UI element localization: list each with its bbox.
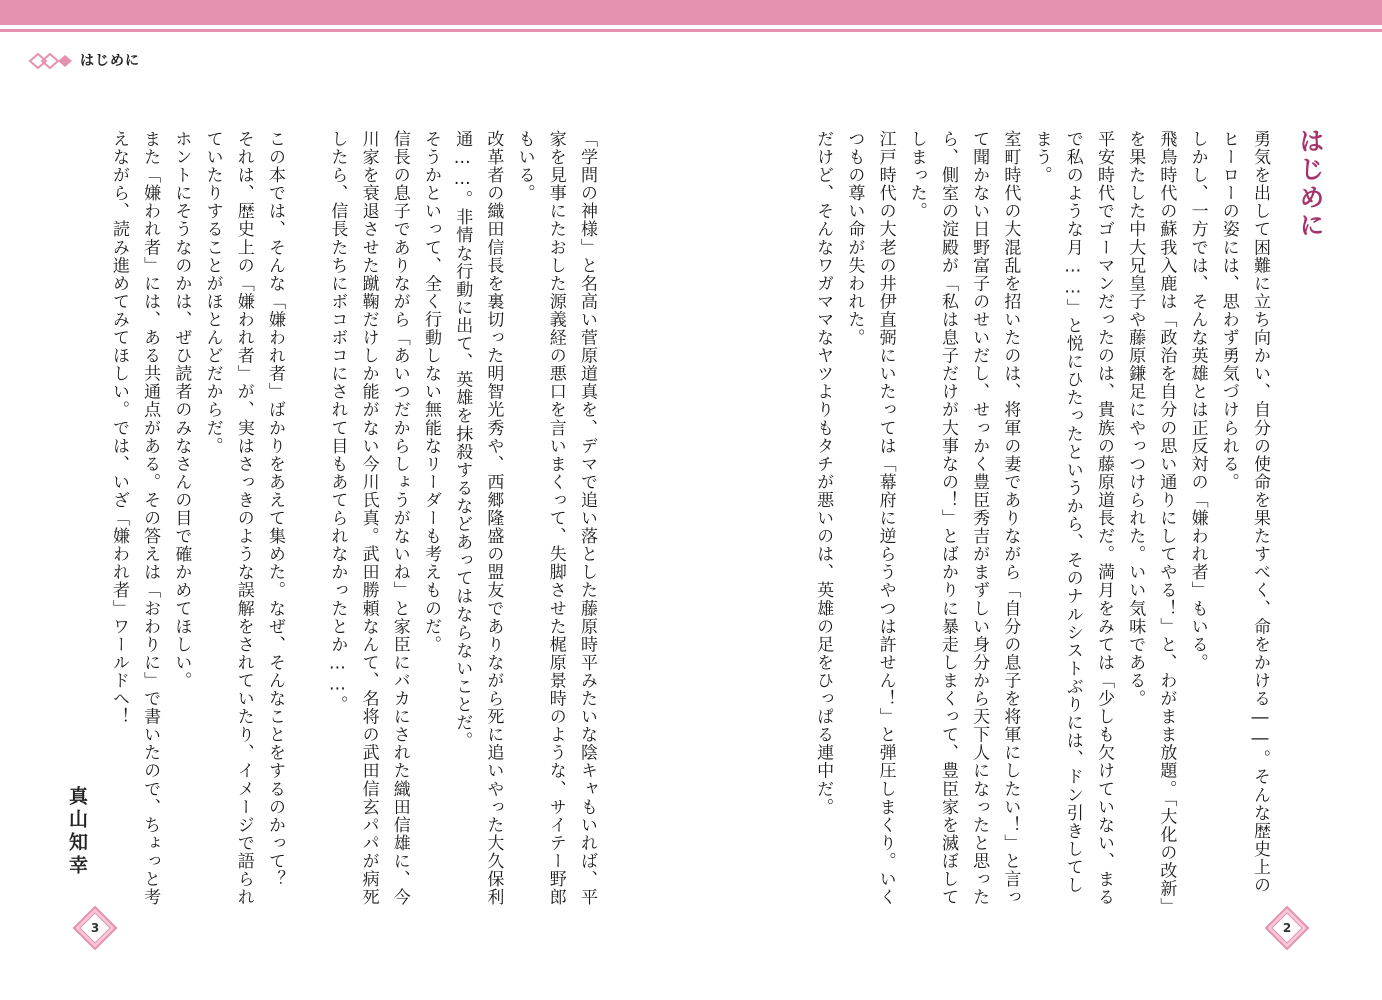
paragraph: しかし、一方では、そんな英雄とは正反対の「嫌われ者」もいる。 [1187,130,1208,672]
author-signature: 真山知幸 [66,786,88,878]
left-page-text [92,130,602,910]
top-color-band [0,0,1382,25]
paragraph: 信長の息子でありながら「あいつだからしょうがないね」と家臣にバカにされた織田信雄に、今川家を衰退させた蹴鞠だけしか能がない今川氏真。武田勝頼なんて、名将の武田信玄パパが病死したら、信長たちにボコボコにされて目もあてられなかったとか……。 [327,130,410,907]
paragraph: この本では、そんな「嫌われ者」ばかりをあえて集めた。なぜ、そんなことをするのかって？ それは、歴史上の「嫌われ者」が、実はさっきのような誤解をされていたり、イメージで語られていたりすることがほとんどだからだ。 [202,130,285,907]
page-number-right [1264,905,1310,951]
paragraph-spacer [290,130,321,910]
paragraph: 江戸時代の大老の井伊直弼にいたっては「幕府に逆らうやつは許せん！」と弾圧しまくり。いくつもの尊い命が失われた。 [844,130,896,907]
paragraph: 勇気を出して困難に立ち向かい、自分の使命を果たすべく、命をかける――。そんな歴史上のヒーローの姿には、思わず勇気づけられる。 [1218,130,1270,895]
page-number-left [72,905,118,951]
paragraph: そうかといって、全く行動しない無能なリーダーも考えものだ。 [420,130,441,654]
section-header-label: はじめに [80,53,140,69]
chapter-heading: はじめに [1296,128,1325,240]
paragraph: だけど、そんなワガママなヤツよりもタチが悪いのは、英雄の足をひっぱる連中だ。 [813,130,834,816]
paragraph: 「学問の神様」と名高い菅原道真を、デマで追い落とした藤原時平みたいな陰キャもいれば、平家を見事にたおした源義経の悪口を言いまくって、失脚させた梶原景時のような、サイテー野郎もいる。 [514,130,597,907]
paragraph: 室町時代の大混乱を招いたのは、将軍の妻でありながら「自分の息子を将軍にしたい！」と言って聞かない日野富子のせいだし、せっかく豊臣秀吉がまずしい身分から天下人になったと思ったら、側室の淀殿が「私は息子だけが大事なの！」とばかりに暴走しまくって、豊臣家を滅ぼしてしまった。 [906,130,1021,907]
paragraph: 平安時代でゴーマンだったのは、貴族の藤原道長だ。満月をみては「少しも欠けていない、まるで私のような月……」と悦にひたったというから、そのナルシストぶりには、ドン引きしてしまう。 [1031,130,1114,907]
right-page-text [813,130,1275,910]
page-number-text: 3 [90,921,100,935]
paragraph: ホントにそうなのかは、ぜひ読者のみなさんの目で確かめてほしい。 [171,130,192,690]
paragraph: 飛鳥時代の蘇我入鹿は「政治を自分の思い通りにしてやる！」と、わがまま放題。「大化の改新」を果たした中大兄皇子や藤原鎌足にやっつけられた。いい気味である。 [1125,130,1177,908]
paragraph: また「嫌われ者」には、ある共通点がある。その答えは「おわりに」で書いたので、ちょっと考えながら、読み進めてみてほしい。では、いざ「嫌われ者」ワールドへ！ [108,130,161,907]
top-divider-line [0,29,1382,32]
paragraph: 改革者の織田信長を裏切った明智光秀や、西郷隆盛の盟友でありながら死に追いやった大久保利通……。非情な行動に出て、英雄を抹殺するなどあってはならないことだ。 [452,130,504,907]
diamond-ornament-icon [28,52,72,70]
page-number-text: 2 [1282,921,1292,935]
